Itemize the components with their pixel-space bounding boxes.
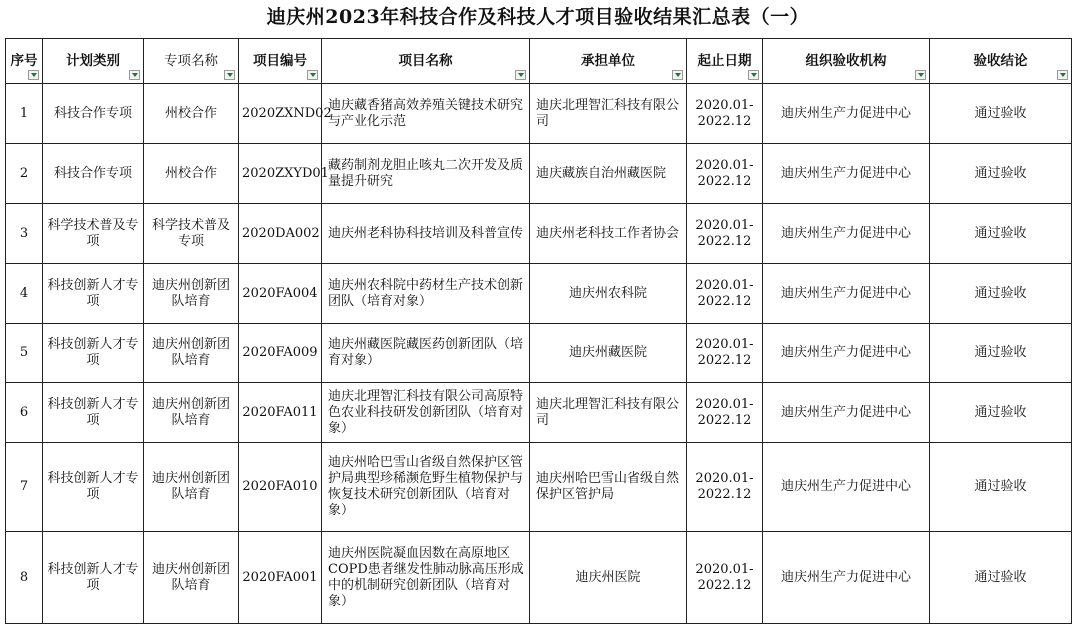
- cell-no: 1: [6, 84, 43, 144]
- cell-code: 2020FA004: [239, 264, 322, 324]
- cell-project-name: 迪庆州藏医院藏医药创新团队（培育对象）: [322, 324, 530, 383]
- cell-project-name: 迪庆北理智汇科技有限公司高原特色农业科技研发创新团队（培育对象）: [322, 383, 530, 443]
- filter-dropdown-icon[interactable]: [515, 70, 526, 80]
- cell-project-name: 藏药制剂龙胆止咳丸二次开发及质量提升研究: [322, 144, 530, 204]
- cell-result: 通过验收: [930, 84, 1072, 144]
- cell-result: 通过验收: [930, 324, 1072, 383]
- cell-special: 州校合作: [144, 144, 239, 204]
- cell-org: 迪庆州生产力促进中心: [763, 443, 930, 532]
- page-title: 迪庆州2023年科技合作及科技人才项目验收结果汇总表（一）: [266, 6, 810, 28]
- header-label: 组织验收机构: [805, 53, 887, 69]
- cell-no: 7: [6, 443, 43, 532]
- header-cell-no: [6, 39, 43, 84]
- filter-dropdown-icon[interactable]: [748, 70, 759, 80]
- cell-unit: 迪庆州老科技工作者协会: [530, 204, 687, 264]
- cell-category: 科技合作专项: [43, 144, 144, 204]
- cell-result: 通过验收: [930, 383, 1072, 443]
- cell-category: 科学技术普及专项: [43, 204, 144, 264]
- filter-dropdown-icon[interactable]: [28, 70, 39, 80]
- cell-no: 6: [6, 383, 43, 443]
- table-row: [6, 264, 1072, 324]
- cell-dates: 2020.01-2022.12: [687, 324, 763, 383]
- cell-no: 2: [6, 144, 43, 204]
- cell-project-name: 迪庆州哈巴雪山省级自然保护区管护局典型珍稀濒危野生植物保护与恢复技术研究创新团队（培育对象）: [322, 443, 530, 532]
- cell-result: 通过验收: [930, 144, 1072, 204]
- header-cell-dates: [687, 39, 763, 84]
- table-row: [6, 144, 1072, 204]
- cell-org: 迪庆州生产力促进中心: [763, 532, 930, 624]
- header-label: 承担单位: [581, 53, 635, 69]
- cell-category: 科技创新人才专项: [43, 383, 144, 443]
- cell-dates: 2020.01-2022.12: [687, 443, 763, 532]
- cell-dates: 2020.01-2022.12: [687, 532, 763, 624]
- cell-special: 迪庆州创新团队培育: [144, 532, 239, 624]
- cell-special: 科学技术普及专项: [144, 204, 239, 264]
- filter-dropdown-icon[interactable]: [129, 70, 140, 80]
- table-row: [6, 443, 1072, 532]
- cell-unit: 迪庆州哈巴雪山省级自然保护区管护局: [530, 443, 687, 532]
- cell-code: 2020ZXYD01: [239, 144, 322, 204]
- cell-code: 2020DA002: [239, 204, 322, 264]
- cell-no: 4: [6, 264, 43, 324]
- cell-special: 迪庆州创新团队培育: [144, 264, 239, 324]
- cell-org: 迪庆州生产力促进中心: [763, 324, 930, 383]
- header-label: 起止日期: [697, 53, 752, 69]
- cell-unit: 迪庆州藏医院: [530, 324, 687, 383]
- cell-project-name: 迪庆州老科协科技培训及科普宣传: [322, 204, 530, 264]
- header-label: 计划类别: [66, 53, 120, 69]
- cell-special: 迪庆州创新团队培育: [144, 324, 239, 383]
- table-row: [6, 324, 1072, 383]
- table-row: [6, 204, 1072, 264]
- cell-unit: 迪庆州医院: [530, 532, 687, 624]
- cell-unit: 迪庆州农科院: [530, 264, 687, 324]
- header-label: 项目名称: [398, 53, 453, 69]
- cell-category: 科技创新人才专项: [43, 532, 144, 624]
- cell-category: 科技创新人才专项: [43, 324, 144, 383]
- cell-code: 2020FA011: [239, 383, 322, 443]
- cell-no: 3: [6, 204, 43, 264]
- cell-org: 迪庆州生产力促进中心: [763, 383, 930, 443]
- cell-special: 迪庆州创新团队培育: [144, 443, 239, 532]
- cell-category: 科技合作专项: [43, 84, 144, 144]
- filter-dropdown-icon[interactable]: [672, 70, 683, 80]
- header-cell-category: [43, 39, 144, 84]
- cell-dates: 2020.01-2022.12: [687, 204, 763, 264]
- filter-dropdown-icon[interactable]: [307, 70, 318, 80]
- cell-org: 迪庆州生产力促进中心: [763, 264, 930, 324]
- cell-result: 通过验收: [930, 443, 1072, 532]
- cell-no: 5: [6, 324, 43, 383]
- cell-org: 迪庆州生产力促进中心: [763, 204, 930, 264]
- cell-project-name: 迪庆藏香猪高效养殖关键技术研究与产业化示范: [322, 84, 530, 144]
- cell-code: 2020FA001: [239, 532, 322, 624]
- cell-dates: 2020.01-2022.12: [687, 264, 763, 324]
- filter-dropdown-icon[interactable]: [224, 70, 235, 80]
- filter-dropdown-icon[interactable]: [1057, 70, 1068, 80]
- cell-category: 科技创新人才专项: [43, 443, 144, 532]
- filter-dropdown-icon[interactable]: [915, 70, 926, 80]
- cell-unit: 迪庆北理智汇科技有限公司: [530, 383, 687, 443]
- cell-special: 州校合作: [144, 84, 239, 144]
- header-cell-unit: [530, 39, 687, 84]
- header-cell-result: [930, 39, 1072, 84]
- header-label: 项目编号: [253, 53, 307, 69]
- header-label: 验收结论: [973, 53, 1028, 69]
- cell-dates: 2020.01-2022.12: [687, 84, 763, 144]
- cell-result: 通过验收: [930, 264, 1072, 324]
- cell-category: 科技创新人才专项: [43, 264, 144, 324]
- cell-code: 2020FA010: [239, 443, 322, 532]
- cell-project-name: 迪庆州农科院中药材生产技术创新团队（培育对象）: [322, 264, 530, 324]
- cell-unit: 迪庆藏族自治州藏医院: [530, 144, 687, 204]
- cell-code: 2020FA009: [239, 324, 322, 383]
- header-cell-code: [239, 39, 322, 84]
- cell-org: 迪庆州生产力促进中心: [763, 84, 930, 144]
- cell-result: 通过验收: [930, 532, 1072, 624]
- header-row: [6, 39, 1072, 84]
- results-table: [5, 38, 1072, 624]
- table-row: [6, 532, 1072, 624]
- cell-org: 迪庆州生产力促进中心: [763, 144, 930, 204]
- header-label: 专项名称: [164, 53, 218, 69]
- table-row: [6, 84, 1072, 144]
- header-cell-org: [763, 39, 930, 84]
- cell-result: 通过验收: [930, 204, 1072, 264]
- cell-project-name: 迪庆州医院凝血因数在高原地区COPD患者继发性肺动脉高压形成中的机制研究创新团队（培育对象）: [322, 532, 530, 624]
- cell-no: 8: [6, 532, 43, 624]
- cell-dates: 2020.01-2022.12: [687, 383, 763, 443]
- cell-special: 迪庆州创新团队培育: [144, 383, 239, 443]
- table-row: [6, 383, 1072, 443]
- cell-dates: 2020.01-2022.12: [687, 144, 763, 204]
- header-cell-special: [144, 39, 239, 84]
- cell-code: 2020ZXND02: [239, 84, 322, 144]
- header-cell-name: [322, 39, 530, 84]
- header-label: 序号: [10, 53, 38, 69]
- cell-unit: 迪庆北理智汇科技有限公司: [530, 84, 687, 144]
